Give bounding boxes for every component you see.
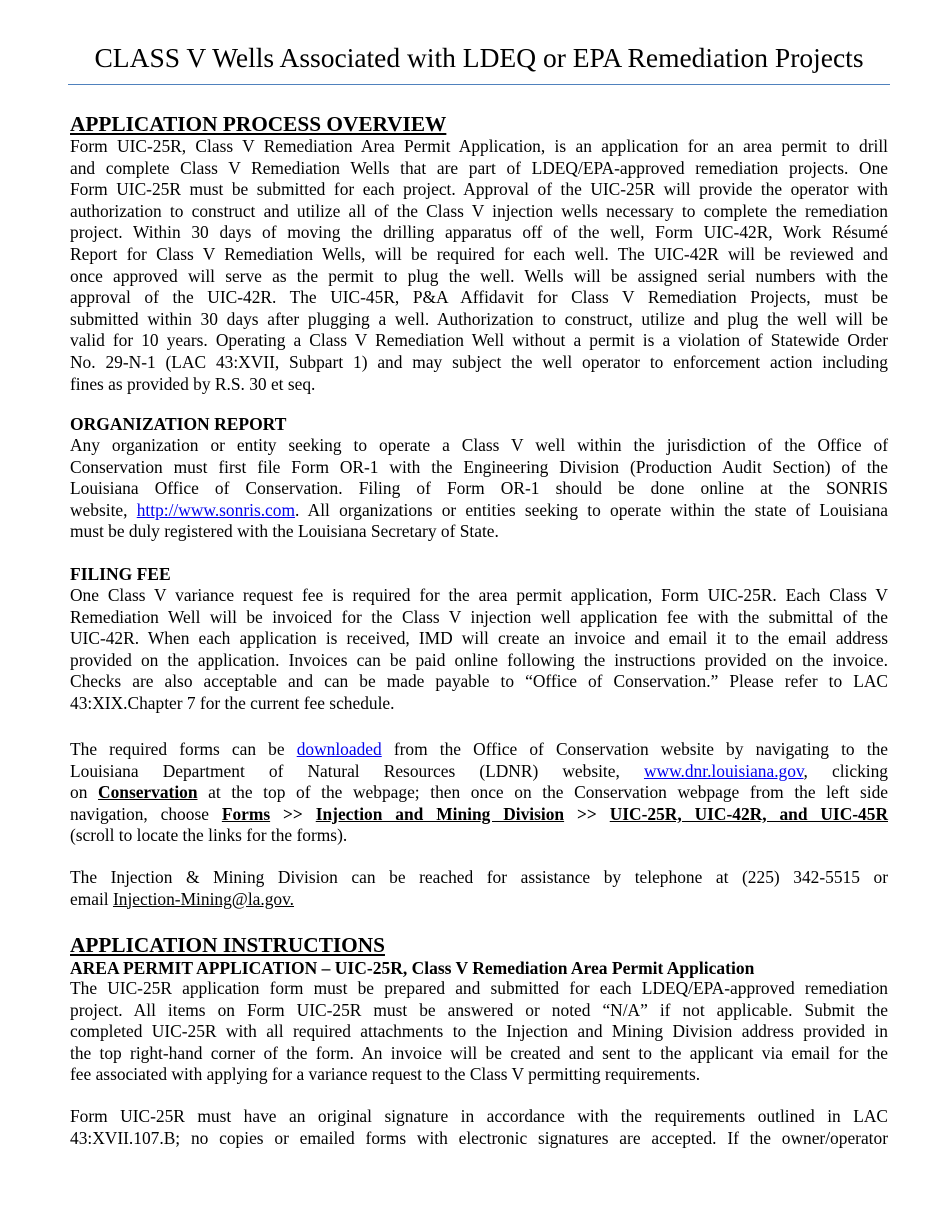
contact-email[interactable]: Injection-Mining@la.gov. — [112, 888, 295, 909]
forms-line — [70, 782, 888, 804]
fee-paragraph — [70, 585, 888, 715]
overview-line: authorization to construct and utilize all of the Class V injection wells necessary to complete the remediation — [70, 200, 888, 221]
organization-text: website, — [70, 499, 137, 520]
signature-paragraph — [70, 1106, 888, 1149]
organization-line: Conservation must first file Form OR-1 with the Engineering Division (Production Audit Section) of the — [70, 456, 888, 477]
instructions-line: project. All items on Form UIC-25R must be answered or noted “N/A” if not applicable. Submit the — [70, 999, 888, 1020]
overview-line: Form UIC-25R must be submitted for each project. Approval of the UIC-25R will provide the operator with — [70, 179, 888, 200]
signature-line: Form UIC-25R must have an original signature in accordance with the requirements outlined in LAC — [70, 1106, 888, 1126]
document-page — [70, 0, 889, 1148]
signature-line: 43:XVII.107.B; no copies or emailed forms with electronic signatures are accepted. If the owner/operator — [70, 1127, 888, 1148]
overview-line: No. 29-N-1 (LAC 43:XVII, Subpart 1) and may subject the well operator to enforcement action including — [70, 351, 888, 372]
forms-text: The required forms can be — [70, 739, 297, 759]
organization-line: Louisiana Office of Conservation. Filing of Form OR-1 should be done online at the SONRIS — [70, 478, 888, 499]
fee-line: UIC-42R. When each application is received, IMD will create an invoice and email it to the email address — [70, 628, 888, 649]
forms-paragraph — [70, 739, 888, 847]
fee-line: provided on the application. Invoices can be paid online following the instructions provided on the invoice. — [70, 649, 888, 670]
forms-line: (scroll to locate the links for the forms). — [70, 825, 348, 846]
organization-line: Any organization or entity seeking to operate a Class V well within the jurisdiction of the Office of — [70, 435, 888, 455]
forms-text: on — [70, 782, 99, 803]
organization-heading: ORGANIZATION REPORT — [70, 414, 287, 434]
organization-paragraph — [70, 435, 888, 543]
instructions-paragraph — [70, 978, 888, 1086]
organization-text: . All organizations or entities seeking to operate within the state of Louisiana — [295, 499, 888, 520]
fee-line: 43:XIX.Chapter 7 for the current fee schedule. — [70, 692, 395, 713]
dnr-website-link[interactable]: www.dnr.louisiana.gov — [643, 760, 804, 781]
overview-line: and complete Class V Remediation Wells that are part of LDEQ/EPA-approved remediation projects. One — [70, 157, 888, 178]
contact-text: email — [70, 888, 113, 909]
instructions-heading: APPLICATION INSTRUCTIONS — [70, 933, 385, 957]
overview-line: Form UIC-25R, Class V Remediation Area Permit Application, is an application for an area permit to drill — [70, 136, 888, 156]
overview-line: valid for 10 years. Operating a Class V Remediation Well without a permit is a violation of Statewide Order — [70, 330, 888, 351]
instructions-subheading: AREA PERMIT APPLICATION – UIC-25R, Class V Remediation Area Permit Application — [70, 958, 755, 978]
instructions-line: The UIC-25R application form must be prepared and submitted for each LDEQ/EPA-approved remediation — [70, 978, 888, 998]
overview-paragraph — [70, 136, 888, 395]
overview-line: submitted within 30 days after plugging a well. Authorization to construct, utilize and plug the well will be — [70, 308, 888, 329]
forms-text: from the Office of Conservation website by navigating to the — [381, 739, 888, 759]
organization-line: must be duly registered with the Louisiana Secretary of State. — [70, 521, 499, 542]
contact-paragraph — [70, 867, 888, 910]
overview-line: fines as provided by R.S. 30 et seq. — [70, 373, 316, 394]
fee-line: Checks are also acceptable and can be made payable to “Office of Conservation.” Please refer to LAC — [70, 671, 888, 692]
forms-line — [70, 739, 888, 761]
instructions-line: fee associated with applying for a variance request to the Class V permitting requirements. — [70, 1064, 701, 1085]
contact-line: The Injection & Mining Division can be reached for assistance by telephone at (225) 342-5515 or — [70, 867, 888, 887]
fee-line: One Class V variance request fee is required for the area permit application, Form UIC-25R. Each Class V — [70, 585, 888, 605]
overview-line: project. Within 30 days of moving the drilling apparatus off of the well, Form UIC-42R, Work Résumé — [70, 222, 888, 243]
uic-forms-nav-text: UIC-25R, UIC-42R, and UIC-45R — [609, 803, 889, 824]
overview-line: once approved will serve as the permit to plug the well. Wells will be assigned serial numbers with the — [70, 265, 888, 286]
nav-separator: >> — [270, 803, 316, 824]
instructions-line: the top right-hand corner of the form. An invoice will be created and sent to the applicant via email for the — [70, 1042, 888, 1063]
instructions-line: completed UIC-25R with all required attachments to the Injection and Mining Division address provided in — [70, 1021, 888, 1042]
organization-line — [70, 500, 888, 522]
sonris-link[interactable]: http://www.sonris.com — [136, 499, 296, 520]
forms-nav-text: Forms — [221, 803, 271, 824]
fee-line: Remediation Well will be invoiced for the Class V injection well application fee with the submittal of the — [70, 606, 888, 627]
forms-text: navigation, choose — [70, 803, 222, 824]
forms-text: at the top of the webpage; then once on the Conservation webpage from the left side — [197, 782, 888, 803]
title-divider — [68, 84, 890, 85]
fee-heading: FILING FEE — [70, 564, 171, 584]
conservation-nav-text: Conservation — [98, 782, 198, 803]
forms-line — [70, 761, 888, 783]
overview-heading: APPLICATION PROCESS OVERVIEW — [70, 112, 447, 136]
forms-text: , clicking — [803, 760, 888, 781]
imd-nav-text: Injection and Mining Division — [315, 803, 565, 824]
overview-line: approval of the UIC-42R. The UIC-45R, P&A Affidavit for Class V Remediation Projects, must be — [70, 287, 888, 308]
nav-separator: >> — [564, 803, 610, 824]
forms-text: Louisiana Department of Natural Resources (LDNR) website, — [70, 760, 644, 781]
overview-line: Report for Class V Remediation Wells, will be required for each well. The UIC-42R will be reviewed and — [70, 243, 888, 264]
contact-line — [70, 889, 888, 911]
page-title: CLASS V Wells Associated with LDEQ or EPA Remediation Projects — [94, 42, 864, 73]
downloaded-link[interactable]: downloaded — [296, 739, 382, 759]
forms-line — [70, 804, 888, 826]
